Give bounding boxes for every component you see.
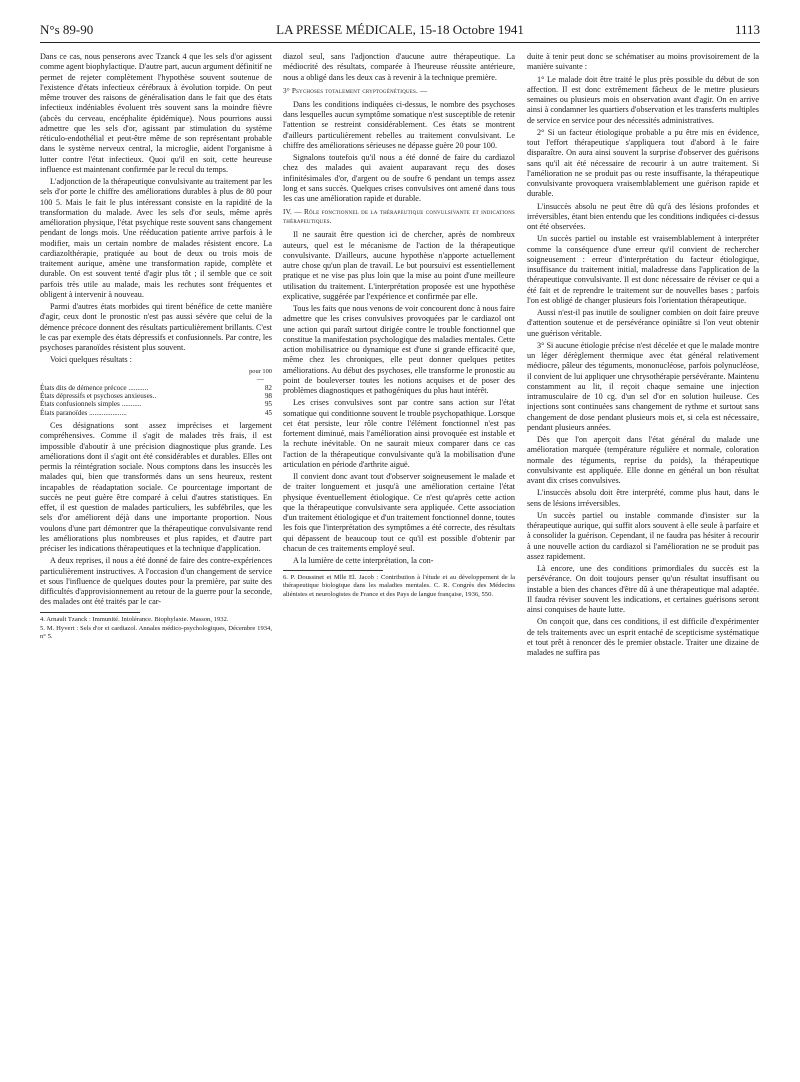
row-label: États dépressifs et psychoses anxieuses.. [40,391,157,400]
paragraph: Il convient donc avant tout d'observer soigneusement le malade et de traiter longuement et jusqu'à une amélioration certaine l'état physique éventuellement étiologique. Ce n'est qu'après cette action que la thérapeutique convulsivante sera appliquée. Cette association d'un traitement étiologique et d'un traitement fonctionnel donne, toutes les fois que l'interprétation des symptômes a été correcte, des résultats qui dépassent de beaucoup tout ce qu'il est possible d'obtenir par chacun de ces traitements employé seul. [283,472,515,553]
section-heading: IV. — Rôle fonctionnel de la thérapeutique convulsivante et indications thérapeutiques. [283,208,515,226]
footnote: 4. Arnault Tzanck : Immunité. Intolérance. Biophylaxie. Masson, 1932. [40,615,229,623]
footnote-rule [40,612,140,613]
paragraph: Tous les faits que nous venons de voir concourent donc à nous faire admettre que les crises convulsives provoquées par le cardiazol ont une action qui paraît surtout dirigée contre le trouble fonctionnel que constitue la manifestation psychologique des maladies mentales. Cette action mobilisatrice ou dynamique est d'une si grande efficacité que, même chez les chroniques, elle peut donner quelques petites améliorations. Au début des psychoses, elle transforme le pronostic au point de bouleverser toutes les notions acquises et de poser des problèmes diagnostiques et pathogéniques du plus haut intérêt. [283,304,515,395]
paragraph: Dès que l'on aperçoit dans l'état général du malade une amélioration marquée (température régulière et normale, coloration normale des téguments, reprise du poids), la thérapeutique convulsivante est appliquée. Elle donne en général un bon résultat avant dix crises convulsives. [527,435,759,485]
paragraph: Ces désignations sont assez imprécises et largement compréhensives. Comme il s'agit de malades très frais, il est impossible d'aboutir à une précision diagnostique plus grande. Les améliorations dont il s'agit ont été considérables et durables. Elles ont permis la réintégration sociale. Nous comptons dans les insuccès les malades qui, bien que transformés dans un sens heureux, restent incapables de réadaptation sociale. Ce pourcentage important de succès ne peut guère être comparé à celui d'autres statistiques. En effet, il est question de malades particuliers, les subfébriles, que les sels d'or améliorent déjà dans une importante proportion. Nous voulons d'une part démontrer que la thérapeutique convulsivante rend les améliorations plus nombreuses et plus rapides, et d'autre part préciser les indications thérapeutiques et la technique d'application. [40,421,272,554]
row-value: 95 [264,400,272,409]
paragraph: duite à tenir peut donc se schématiser au moins provisoirement de la manière suivante : [527,52,759,72]
row-label: États dits de démence précoce ........... [40,383,149,392]
page-number: 1113 [734,22,760,37]
paragraph: L'insuccès absolu ne peut être dû qu'à des lésions profondes et irréversibles, étant bien entendu que les conditions indiquées ci-dessus ont été observées. [527,201,759,231]
table-row [40,409,272,417]
results-table [40,384,272,418]
table-row [40,384,272,392]
row-value: 98 [264,391,272,400]
issue-number: N°s 89-90 [40,22,94,37]
paragraph: Voici quelques résultats : [50,355,132,365]
paragraph: diazol seul, sans l'adjonction d'aucune autre thérapeutique. La médiocrité des résultats, comparée à l'heureuse réussite antérieure, nous a obligé dans les deux cas à revenir à la technique première. [283,52,515,82]
section-heading: 3° Psychoses totalement cryptogénétiques. — [283,86,428,95]
row-value: 45 [264,408,272,417]
paragraph: Aussi n'est-il pas inutile de souligner combien on doit faire preuve d'attention soutenue et de persévérance opiniâtre si l'on veut obtenir une guérison véritable. [527,308,759,338]
paragraph: Parmi d'autres états morbides qui tirent bénéfice de cette manière d'agir, ceux dont le pronostic n'est pas aussi sévère que celui de la démence précoce donnent des résultats particulièrement brillants. C'est le cas par exemple des états dépressifs et confusionnels. Par contre, les psychoses paranoïdes résistent plus souvent. [40,302,273,352]
footnote: 5. M. Hyvert : Sels d'or et cardiazol. Annales médico-psychologiques, Décembre 1934, n° 5. [40,624,272,641]
paragraph: A la lumière de cette interprétation, la con- [293,556,434,565]
table-unit: pour 100 [249,367,272,375]
footnote: 6. P. Doussinet et Mlle El. Jacob : Contribution à l'étude et au développement de la thérapeutique biologique dans les maladies mentales. C. R. Congrès des Médecins aliénistes et neurologistes de France et des Pays de langue française, 1936, 550. [283,574,515,598]
paragraph: Signalons toutefois qu'il nous a été donné de faire du cardiazol chez des malades qui avaient auparavant reçu des doses infinitésimales d'or, d'argent ou de soufre 6 pendant un temps assez long et sans succès. Quelques crises convulsives ont amené dans tous les cas une amélioration rapide et durable. [283,153,515,203]
paragraph: L'adjonction de la thérapeutique convulsivante au traitement par les sels d'or porte le chiffre des améliorations durables à plus de 80 pour 100 5. Mais le fait le plus intéressant consiste en la rapidité de la transformation du malade. Avec les sels d'or seuls, même après amélioration physique, l'état psychique reste souvent sans changement pendant de longs mois. Une rééducation patiente arrive parfois à le modifier, mais un certain nombre de malades résistent encore. La cardiazolthérapie, pratiquée au bout de deux ou trois mois de traitement aurique, amène une transformation rapide, complète et durable. On est souvent tenté d'agir plus tôt ; il semble que ce soit parfois très utile au malade, mais les rechutes sont fréquentes et obligent à intervenir à nouveau. [40,177,272,299]
table-row [40,400,272,408]
table-unit-rule: — [257,374,264,383]
column-left [40,52,272,642]
footnote-rule [283,570,383,571]
paragraph: Dans les conditions indiquées ci-dessus, le nombre des psychoses dans lesquelles aucun symptôme somatique n'est susceptible de retenir l'attention se restreint considérablement. Ces états se montrent d'ailleurs particulièrement rebelles au traitement convulsivant. Le chiffre des améliorations sérieuses ne dépasse guère 20 pour 100. [283,99,515,150]
row-label: États paranoïdes ..................... [40,408,127,417]
paragraph: Là encore, une des conditions primordiales du succès est la persévérance. On doit toujours penser qu'un résultat insuffisant ou instable a bien des chances d'être dû à une thérapeutique mal adaptée. Il faudra réviser souvent les indications, et certaines guérisons seront ainsi conquises de haute lutte. [527,564,759,614]
paragraph: Il ne saurait être question ici de chercher, après de nombreux auteurs, quel est le mécanisme de l'action de la thérapeutique convulsivante. D'ailleurs, aucune hypothèse n'apporte actuellement autre chose qu'un plan de travail. Le but poursuivi est essentiellement pratique et ne vise pas plus loin que la mise au point d'une meilleure utilisation du traitement. L'interprétation proposée est une hypothèse explicative, suggérée par l'expérience et confirmée par elle. [283,230,515,301]
column-right [527,52,759,660]
journal-title: LA PRESSE MÉDICALE, 15-18 Octobre 1941 [276,22,524,37]
paragraph: Un succès partiel ou instable est vraisemblablement à interpréter comme la conséquence d'une erreur qu'il convient de rechercher soigneusement : erreur d'interprétation du facteur étiologique, insuffisance du traitement initial, maladresse dans l'application de la thérapeutique convulsivante. Il est donc nécessaire de réviser ce qui a été fait et de reprendre le traitement sur de nouvelles bases ; parfois l'on est obligé de changer plusieurs fois l'orientation thérapeutique. [527,234,759,305]
page-header [40,20,760,43]
paragraph: Dans ce cas, nous penserons avec Tzanck 4 que les sels d'or agissent comme agent biophylactique. D'autre part, aucun argument définitif ne permet de rejeter complètement l'hypothèse souvent soutenue de l'existence d'états infectieux cérébraux à évolution torpide. On peut même trouver des raisons de généralisation dans le fait que des états infectieux indéniables évoluent très souvent sans la moindre fièvre (abcès du cerveau, encéphalite épidémique). Nous pourrions aussi admettre que les sels d'or, agissant par stimulation du système réticulo-endothélial et peut-être même de son représentant probable dans le système nerveux central, la microglie, aident l'organisme à lutter contre l'état infectieux. Quoi qu'il en soit, cette heureuse influence est maintenant confirmée par le recul du temps. [40,52,272,174]
paragraph: On conçoit que, dans ces conditions, il est difficile d'expérimenter de tels traitements avec un esprit entaché de scepticisme systématique et tout prêt à renoncer dès le premier obstacle. Traiter une dizaine de malades ne suffira pas [527,617,759,657]
paragraph: Les crises convulsives sont par contre sans action sur l'état somatique qui conditionne souvent le trouble psychopathique. Lorsque cet état persiste, leur rôle contre l'élément fonctionnel n'est pas fortement diminué, mais l'amélioration ainsi provoquée est instable et la rechute inévitable. On ne saurait mieux comparer dans ce cas l'action de la thérapeutique convulsivante qu'à la mobilisation d'une articulation en période d'arthrite aiguë. [283,398,515,469]
row-label: États confusionnels simples ........... [40,400,142,409]
column-middle [283,52,515,600]
paragraph: L'insuccès absolu doit être interprété, comme plus haut, dans le sens de lésions irréversibles. [527,488,759,508]
row-value: 82 [264,383,272,392]
paragraph: 1° Le malade doit être traité le plus près possible du début de son affection. Il est donc extrêmement fâcheux de le mettre plusieurs semaines ou plusieurs mois en observation avant d'agir. On en arrive ainsi à condamner les quartiers d'observation et les transferts multiples de service en service pour des nécessités administratives. [527,74,759,125]
paragraph: Un succès partiel ou instable commande d'insister sur la thérapeutique aurique, qui suffit alors souvent à elle seule à parfaire et à consolider la guérison. Cependant, il ne faudra pas hésiter à recourir à une nouvelle action du cardiazol si l'amélioration ne se produit pas assez rapidement. [527,510,759,561]
paragraph: A deux reprises, il nous a été donné de faire des contre-expériences particulièrement instructives. A l'occasion d'un changement de service et sous l'influence de quelques doutes pour la première, par suite des difficultés d'approvisionnement au retour de la guerre pour la seconde, des malades ont été traités par le car- [40,556,272,607]
paragraph: 3° Si aucune étiologie précise n'est décelée et que le malade montre un léger dérèglement thermique avec état général relativement médiocre, pâleur des téguments, mononucléose, parfois polynucléose, il convient de lui appliquer une chrysothérapie persévérante. Maintenu constamment au lit, il reçoit chaque semaine une injection intramusculaire de 10 cg. d'un sel d'or en solution huileuse. Ces injections sont continuées sans changement de rythme et surtout sans changement de dose pendant plusieurs mois et, si cela est nécessaire, pendant plusieurs années. [527,340,759,432]
paragraph: 2° Si un facteur étiologique probable a pu être mis en évidence, tout l'effort thérapeutique s'appliquera tout d'abord à le faire disparaître. On aura ainsi souvent la surprise d'observer des guérisons sans qu'il ait été nécessaire de recourir à un autre traitement. Si l'amélioration ne se produit pas ou reste insuffisante, la thérapeutique convulsivante provoquera vraisemblablement une guérison rapide et durable. [527,127,759,199]
